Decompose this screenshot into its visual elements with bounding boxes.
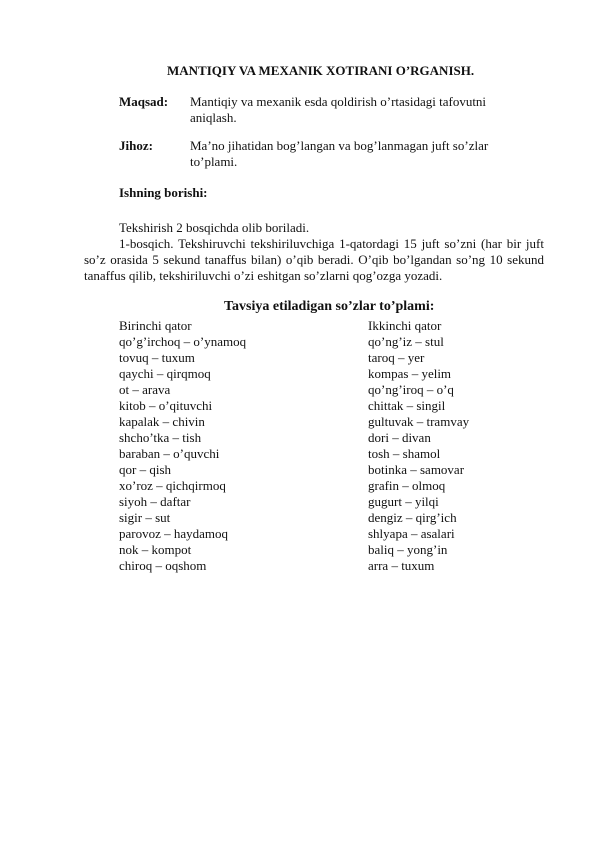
document-title: MANTIQIY VA MEXANIK XOTIRANI O’RGANISH.: [167, 63, 475, 78]
list-item: chittak – singil: [368, 398, 446, 413]
list-item: botinka – samovar: [368, 462, 465, 477]
jihoz-line-1: Ma’no jihatidan bog’langan va bog’lanmagan juft so’zlar: [190, 138, 489, 153]
first-row-column: [119, 318, 246, 574]
list-item: ot – arava: [119, 382, 171, 397]
list-item: arra – tuxum: [368, 558, 435, 573]
ishning-borishi-heading: Ishning borishi:: [119, 185, 208, 200]
maqsad-value: [190, 94, 530, 126]
list-item: chiroq – oqshom: [119, 558, 207, 573]
list-item: parovoz – haydamoq: [119, 526, 229, 541]
jihoz-label: Jihoz:: [119, 138, 153, 153]
paragraph-stage-1: 1-bosqich. Tekshiruvchi tekshiriluvchiga 1-qatordagi 15 juft so’zni (har bir juft so’z orasida 5 sekund tanaffus bilan) o’qib beradi. O’qib bo’lgandan so’ng 10 sekund tanaffus qilib, tekshiriluvchi o’zi eshitgan so’zlarni qog’ozga yozadi.: [84, 236, 544, 283]
list-item: qor – qish: [119, 462, 171, 477]
jihoz-line-2: to’plami.: [190, 154, 238, 169]
list-item: kompas – yelim: [368, 366, 452, 381]
second-row-column: [368, 318, 469, 574]
list-item: baliq – yong’in: [368, 542, 448, 557]
maqsad-line-2: aniqlash.: [190, 110, 237, 125]
list-item: taroq – yer: [368, 350, 425, 365]
maqsad-line-1: Mantiqiy va mexanik esda qoldirish o’rtasidagi tafovutni: [190, 94, 487, 109]
second-row-header: Ikkinchi qator: [368, 318, 442, 333]
list-item: shcho’tka – tish: [119, 430, 202, 445]
list-item: qaychi – qirqmoq: [119, 366, 211, 381]
list-item: sigir – sut: [119, 510, 171, 525]
list-item: baraban – o’quvchi: [119, 446, 220, 461]
list-item: gugurt – yilqi: [368, 494, 439, 509]
list-item: qo’ng’iz – stul: [368, 334, 444, 349]
list-item: xo’roz – qichqirmoq: [119, 478, 226, 493]
jihoz-value: [190, 138, 530, 170]
list-item: shlyapa – asalari: [368, 526, 455, 541]
list-item: grafin – olmoq: [368, 478, 446, 493]
maqsad-label: Maqsad:: [119, 94, 169, 109]
word-list-title: Tavsiya etiladigan so’zlar to’plami:: [224, 299, 435, 314]
list-item: tosh – shamol: [368, 446, 441, 461]
list-item: kapalak – chivin: [119, 414, 205, 429]
list-item: nok – kompot: [119, 542, 192, 557]
list-item: kitob – o’qituvchi: [119, 398, 213, 413]
list-item: dori – divan: [368, 430, 431, 445]
list-item: qo’ng’iroq – o’q: [368, 382, 454, 397]
first-row-header: Birinchi qator: [119, 318, 192, 333]
list-item: dengiz – qirg’ich: [368, 510, 457, 525]
paragraph-intro: Tekshirish 2 bosqichda olib boriladi.: [119, 220, 310, 235]
list-item: siyoh – daftar: [119, 494, 191, 509]
list-item: qo’g’irchoq – o’ynamoq: [119, 334, 247, 349]
list-item: gultuvak – tramvay: [368, 414, 470, 429]
list-item: tovuq – tuxum: [119, 350, 195, 365]
